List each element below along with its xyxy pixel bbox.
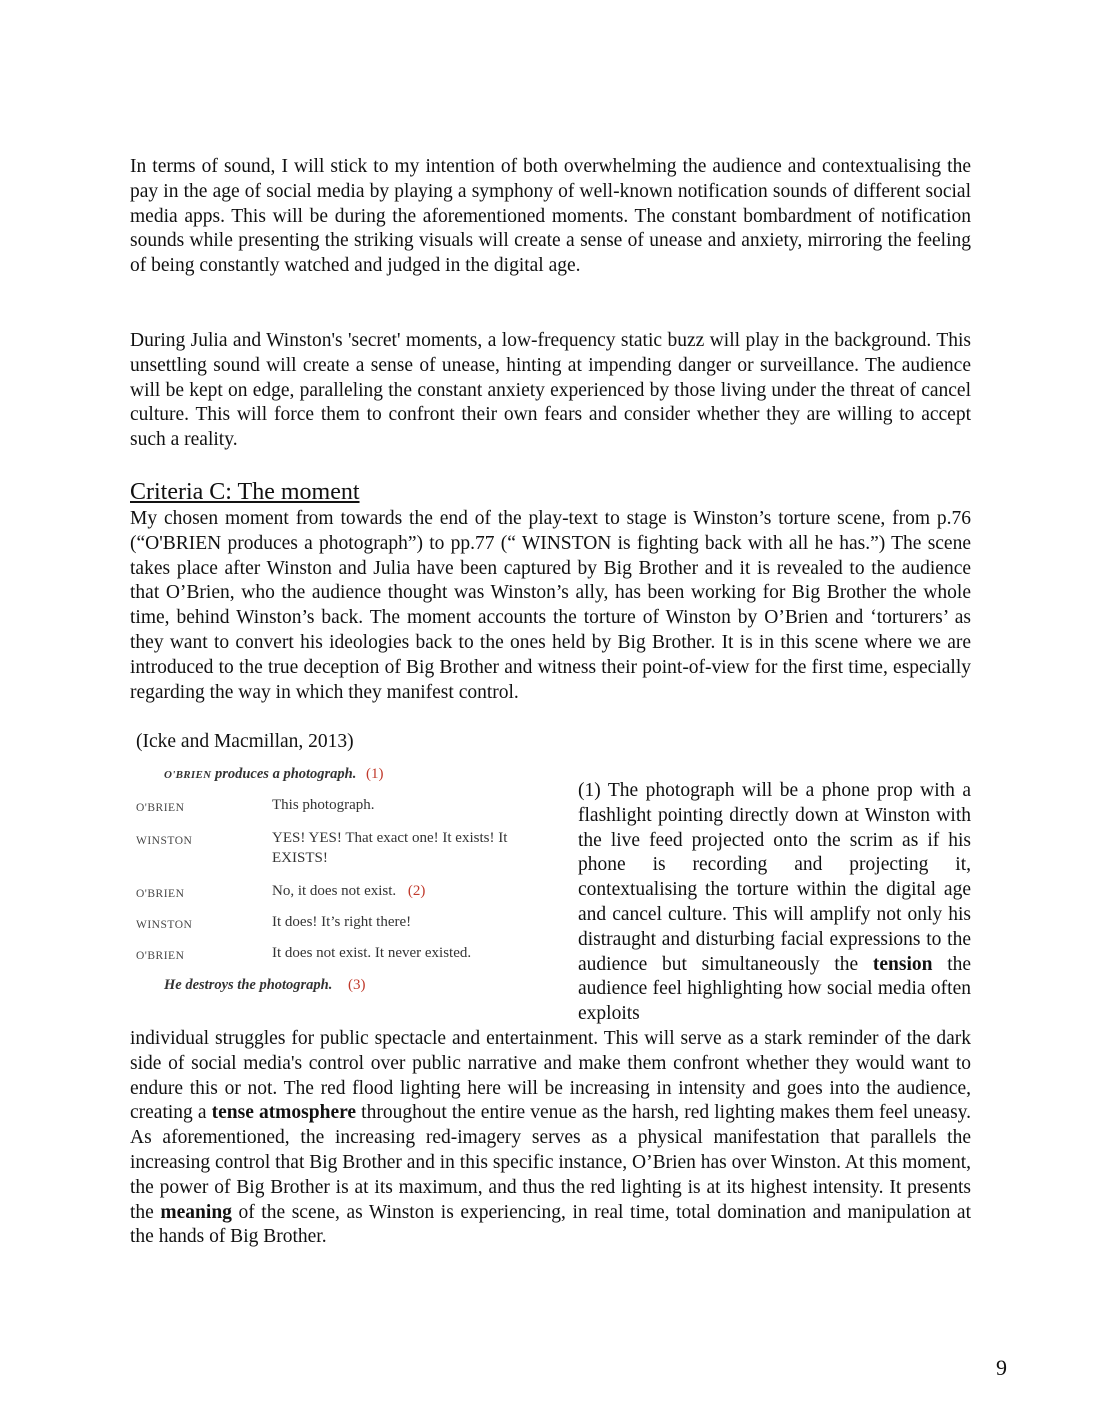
page-number: 9 <box>996 1355 1007 1380</box>
text-run: individual struggles for public spectacle and entertainment. This will serve as a stark reminder of the dark side of social media's control over public narrative and make them confront whether they would want to endure this or not. The red flood lighting here will be increasing in intensity and goes into the audience, creating a <box>130 1028 971 1124</box>
stage-direction-1 <box>164 764 384 785</box>
paragraph-moment: My chosen moment from towards the end of the play-text to stage is Winston’s torture scene, from p.76 (“O'BRIEN produces a photograph”) to pp.77 (“ WINSTON is fighting back with all he has.”) The scene takes place after Winston and Julia have been captured by Big Brother and it is revealed to the audience that O’Brien, who the audience thought was Winston’s ally, has been working for Big Brother the whole time, behind Winston’s back. The moment accounts the torture of Winston by O’Brien and ‘torturers’ as they want to convert his ideologies back to the ones held by Big Brother. It is in this scene where we are introduced to the true deception of Big Brother and witness their point-of-view for the first time, especially regarding the way in which they manifest control. <box>130 508 971 703</box>
speaker-winston: WINSTON <box>136 835 193 847</box>
dialogue-text: No, it does not exist. <box>272 883 397 899</box>
speaker-obrien: O'BRIEN <box>136 888 185 900</box>
bold-term: tense atmosphere <box>211 1102 357 1124</box>
speaker-winston: WINSTON <box>136 919 193 931</box>
stage-speaker: O'BRIEN <box>164 769 212 781</box>
speaker-obrien: O'BRIEN <box>136 802 185 814</box>
citation: (Icke and Macmillan, 2013) <box>136 731 354 752</box>
annotation-paragraph <box>578 779 971 1027</box>
stage-text: produces a photograph. <box>214 766 357 782</box>
stage-direction-2 <box>164 975 366 995</box>
section-heading: Criteria C: The moment <box>130 479 360 505</box>
annotation-marker-1: (1) <box>366 766 384 782</box>
dialogue-line: YES! YES! That exact one! It exists! It EXISTS! <box>272 830 508 866</box>
dialogue-line <box>272 881 425 901</box>
script-excerpt <box>136 762 556 1002</box>
text-run: (1) The photograph will be a phone prop with a flashlight pointing directly down at Winston with the live feed projected onto the scrim as if his phone is recording and projecting it, contextualising the torture within the digital age and cancel culture. This will amplify not only his distraught and disturbing facial expressions to the audience but simultaneously the <box>578 780 971 975</box>
bold-term: tension <box>872 953 933 975</box>
dialogue-line: It does! It’s right there! <box>272 914 412 930</box>
annotation-marker-2: (2) <box>407 883 426 899</box>
dialogue-line: It does not exist. It never existed. <box>272 945 472 961</box>
paragraph-lighting <box>130 1027 971 1250</box>
bold-term: meaning <box>160 1201 232 1223</box>
dialogue-line: This photograph. <box>272 797 375 813</box>
paragraph-static-buzz: During Julia and Winston's 'secret' moments, a low-frequency static buzz will play in the background. This unsettling sound will create a sense of unease, hinting at impending danger or surveillance. The audience will be kept on edge, paralleling the constant anxiety experienced by those living under the threat of cancel culture. This will force them to confront their own fears and consider whether they are willing to accept such a reality. <box>130 330 971 451</box>
text-run: throughout the entire venue as the harsh, red lighting makes them feel uneasy. As aforementioned, the increasing red-imagery serves as a physical manifestation that parallels the increasing control that Big Brother and in this specific instance, O’Brien has over Winston. At this moment, the power of Big Brother is at its maximum, and thus the red lighting is at its highest intensity. It presents the <box>130 1102 972 1223</box>
stage-text: He destroys the photograph. <box>164 977 333 993</box>
paragraph-sound: In terms of sound, I will stick to my intention of both overwhelming the audience and contextualising the pay in the age of social media by playing a symphony of well-known notification sounds of different social media apps. This will be during the aforementioned moments. The constant bombardment of notification sounds while presenting the striking visuals will create a sense of unease and anxiety, mirroring the feeling of being constantly watched and judged in the digital age. <box>130 156 971 277</box>
text-run: the audience feel highlighting how social media often exploits <box>578 953 972 1025</box>
speaker-obrien: O'BRIEN <box>136 950 185 962</box>
annotation-marker-3: (3) <box>348 977 366 993</box>
text-run: of the scene, as Winston is experiencing, in real time, total domination and manipulation at the hands of Big Brother. <box>130 1201 972 1248</box>
